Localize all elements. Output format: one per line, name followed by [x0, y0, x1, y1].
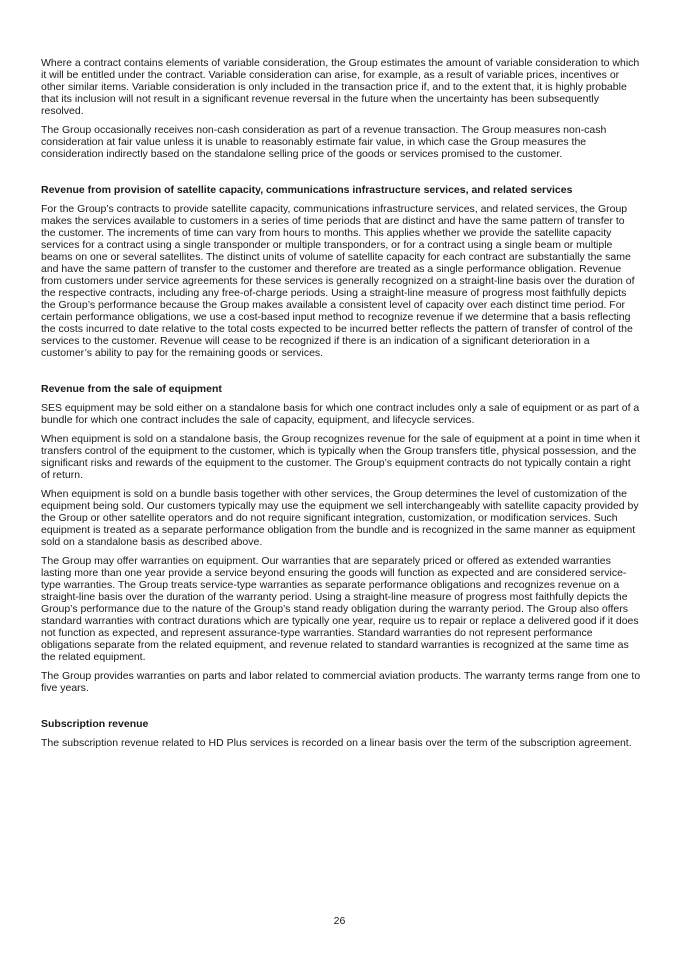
paragraph: Where a contract contains elements of variable consideration, the Group estimates the amount of variable consideration to which it will be entitled under the contract. Variable consideration can arise, for example, as a result of variable prices, incentives or other similar items. Variable consideration is only included in the transaction price if, and to the extent that, it is highly probable that its inclusion will not result in a significant revenue reversal in the future when the uncertainty has been subsequently resolved. [41, 57, 640, 117]
paragraph: The Group occasionally receives non-cash consideration as part of a revenue transaction. The Group measures non-cash consideration at fair value unless it is unable to reasonably estimate fair value, in which case the Group measures the consideration indirectly based on the standalone selling price of the goods or services promised to the customer. [41, 124, 607, 160]
section-satellite-capacity [41, 184, 641, 359]
section-equipment-sales [41, 383, 641, 694]
page-number: 26 [333, 915, 346, 927]
paragraph: When equipment is sold on a standalone basis, the Group recognizes revenue for the sale of equipment at a point in time when it transfers control of the equipment to the customer, which is typically when the Group transfers title, physical possession, and the significant risks and rewards of the equipment to the customer. The Group’s equipment contracts do not typically contain a right of return. [41, 433, 640, 481]
paragraph: The Group may offer warranties on equipment. Our warranties that are separately priced or offered as extended warranties lasting more than one year provide a service beyond ensuring the goods will function as expected and are considered service-type warranties. The Group treats service-type warranties as separate performance obligations and recognizes revenue on a straight-line basis over the duration of the warranty period. Using a straight-line measure of progress most faithfully depicts the Group’s performance due to the nature of the Group’s stand ready obligation during the warranty period. The Group also offers standard warranties with contract durations which are typically one year, require us to repair or replace a delivered good if it does not function as expected, and represent assurance-type warranties. Standard warranties do not represent performance obligations separate from the related equipment, and revenue related to standard warranties is recognized at the same time as the related equipment. [41, 555, 639, 663]
intro-section [41, 57, 641, 160]
paragraph: The Group provides warranties on parts and labor related to commercial aviation products. The warranty terms range from one to five years. [41, 670, 641, 694]
document-body [41, 57, 641, 756]
section-heading: Revenue from the sale of equipment [41, 383, 222, 395]
paragraph: SES equipment may be sold either on a standalone basis for which one contract includes only a sale of equipment or as part of a bundle for which one contract includes the sale of capacity, equipment, and lifecycle services. [41, 402, 640, 426]
paragraph: The subscription revenue related to HD Plus services is recorded on a linear basis over the term of the subscription agreement. [41, 737, 632, 749]
section-heading: Subscription revenue [41, 718, 149, 730]
section-subscription-revenue [41, 718, 641, 749]
paragraph: When equipment is sold on a bundle basis together with other services, the Group determines the level of customization of the equipment being sold. Our customers typically may use the equipment we sell interchangeably with satellite capacity provided by the Group or other satellite operators and do not require significant integration, customization, or modification services. Such equipment is treated as a separate performance obligation from the bundle and is recognized in the same manner as equipment sold on a standalone basis as described above. [41, 488, 639, 548]
paragraph: For the Group’s contracts to provide satellite capacity, communications infrastructure services, and related services, the Group makes the services available to customers in a series of time periods that are distinct and have the same pattern of transfer to the customer. The increments of time can vary from hours to months. This applies whether we provide the satellite capacity services for a contract using a single transponder or multiple transponders, or for a contract using a single beam or multiple beams on one or several satellites. The distinct units of volume of satellite capacity for each contract are substantially the same and have the same pattern of transfer to the customer and therefore are treated as a single performance obligation. Revenue from customers under service agreements for these services is generally recognized on a straight-line basis over the duration of the respective contracts, including any free-of-charge periods. Using a straight-line measure of progress most faithfully depicts the Group’s performance because the Group makes available a consistent level of capacity over each distinct time period. For certain performance obligations, we use a cost-based input method to recognize revenue if we determine that a basis reflecting the costs incurred to date relative to the total costs expected to be incurred better reflects the pattern of transfer of control of the services to the customer. Revenue will cease to be recognized if there is an indication of a significant deterioration in a customer’s ability to pay for the remaining goods or services. [41, 203, 635, 359]
section-heading: Revenue from provision of satellite capacity, communications infrastructure services, and related services [41, 184, 573, 196]
